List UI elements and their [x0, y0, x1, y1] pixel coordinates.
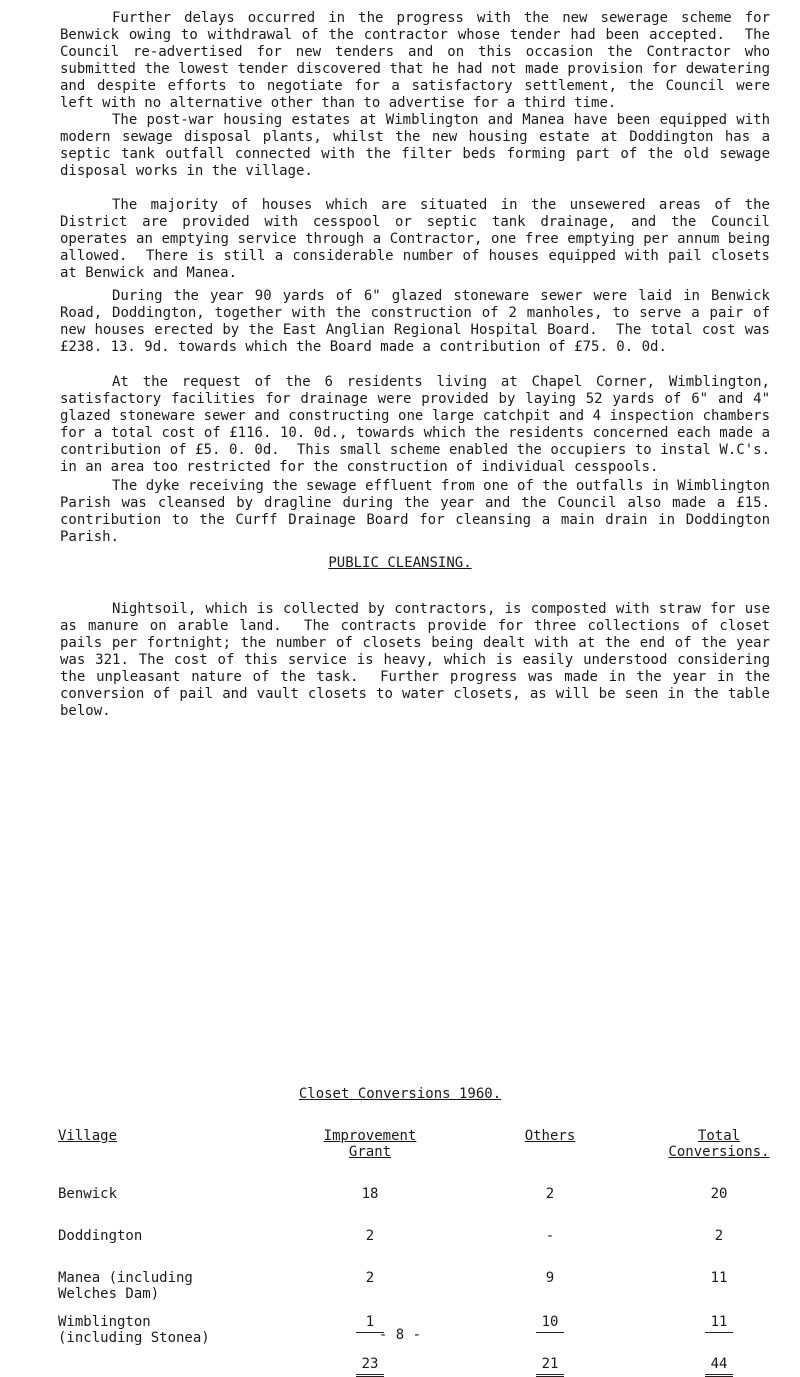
- header-grant-line2: Grant: [348, 1144, 392, 1160]
- cell-others: 9: [545, 1270, 555, 1286]
- paragraph-dyke-cleansing: [60, 478, 779, 546]
- header-grant-line1: Improvement: [323, 1128, 417, 1144]
- paragraph-benwick-road-sewer: [60, 288, 779, 356]
- cell-total: 11: [710, 1270, 728, 1286]
- cell-others: -: [545, 1228, 555, 1244]
- village-name: Wimblington: [58, 1314, 151, 1330]
- paragraph-benwick-scheme: [60, 10, 779, 112]
- table-row: [58, 1186, 798, 1228]
- cell-others: 2: [545, 1186, 555, 1202]
- header-village-label: Village: [58, 1128, 118, 1144]
- cell-village: [58, 1186, 280, 1228]
- page-number: - 8 -: [378, 1327, 422, 1343]
- village-name: Benwick: [58, 1186, 118, 1202]
- header-village: [58, 1128, 280, 1160]
- paragraph-text: Further delays occurred in the progress with the new sewerage scheme for Benwick owing to withdrawal of the contractor whose tender had been accepted. The Council re-advertised for new tenders and on this occasion the Contractor who submitted the lowest tender discovered that he had not made provision for dewatering and despite efforts to negotiate for a satisfactory settlement, the Council were left with no alternative other than to advertise for a third time.: [60, 10, 779, 111]
- paragraph-text: During the year 90 yards of 6" glazed stoneware sewer were laid in Benwick Road, Doddington, together with the construction of 2 manholes, to serve a pair of new houses erected by the East Anglian Regional Hospital Board. The total cost was £238. 13. 9d. towards which the Board made a contribution of £75. 0. 0d.: [60, 288, 779, 355]
- header-total-line1: Total: [697, 1128, 741, 1144]
- cell-grant: 2: [365, 1228, 375, 1244]
- header-others: [460, 1128, 640, 1160]
- table-row: [58, 1228, 798, 1270]
- paragraph-unsewered-areas: [60, 197, 779, 282]
- cell-total: 20: [710, 1186, 728, 1202]
- paragraph-housing-estates: [60, 112, 779, 180]
- cell-others-value: 10: [541, 1314, 559, 1330]
- village-name-continued: (including Stonea): [58, 1330, 210, 1346]
- table-header-row: [58, 1128, 798, 1160]
- paragraph-text: The majority of houses which are situated in the unsewered areas of the District are provided with cesspool or septic tank drainage, and the Council operates an emptying service through a Contractor, one free emptying per annum being allowed. There is still a considerable number of houses equipped with pail closets at Benwick and Manea.: [60, 197, 779, 281]
- table-row: [58, 1270, 798, 1314]
- village-name: Manea (including: [58, 1270, 193, 1286]
- cell-grant-value: 1: [365, 1314, 375, 1330]
- cell-total: 2: [714, 1228, 724, 1244]
- paragraph-nightsoil: [60, 601, 779, 720]
- total-grant: [280, 1356, 460, 1377]
- header-improvement-grant: [280, 1128, 460, 1160]
- total-grant-value: 23: [361, 1356, 379, 1372]
- cell-grant: 18: [361, 1186, 379, 1202]
- table-caption: Closet Conversions 1960.: [298, 1086, 502, 1102]
- paragraph-text: At the request of the 6 residents living at Chapel Corner, Wimblington, satisfactory facilities for drainage were provided by laying 52 yards of 6" and 4" glazed stoneware sewer and constructing one large catchpit and 4 inspection chambers for a total cost of £116. 10. 0d., towards which the residents concerned each made a contribution of £5. 0. 0d. This small scheme enabled the occupiers to instal W.C's. in an area too restricted for the construction of individual cesspools.: [60, 374, 779, 475]
- header-total-line2: Conversions.: [668, 1144, 770, 1160]
- paragraph-text: The dyke receiving the sewage effluent from one of the outfalls in Wimblington Parish was cleansed by dragline during the year and the Council also made a £15. contribution to the Curff Drainage Board for cleansing a main drain in Doddington Parish.: [60, 478, 779, 545]
- cell-village: [58, 1270, 280, 1314]
- cell-village: [58, 1228, 280, 1270]
- header-others-label: Others: [524, 1128, 576, 1144]
- village-name-continued: Welches Dam): [58, 1286, 160, 1302]
- table-totals-row: [58, 1356, 798, 1377]
- cell-total-value: 11: [710, 1314, 728, 1330]
- cell-grant: 2: [365, 1270, 375, 1286]
- total-conversions: [640, 1356, 798, 1377]
- total-others-value: 21: [541, 1356, 559, 1372]
- paragraph-chapel-corner: [60, 374, 779, 476]
- total-others: [460, 1356, 640, 1377]
- paragraph-text: The post-war housing estates at Wimblington and Manea have been equipped with modern sewage disposal plants, whilst the new housing estate at Doddington has a septic tank outfall connected with the filter beds forming part of the old sewage disposal works in the village.: [60, 112, 779, 179]
- village-name: Doddington: [58, 1228, 143, 1244]
- section-heading-public-cleansing: PUBLIC CLEANSING.: [328, 555, 472, 571]
- paragraph-text: Nightsoil, which is collected by contractors, is composted with straw for use as manure on arable land. The contracts provide for three collections of closet pails per fortnight; the number of closets being dealt with at the end of the year was 321. The cost of this service is heavy, which is easily understood considering the unpleasant nature of the task. Further progress was made in the year in the conversion of pail and vault closets to water closets, as will be seen in the table below.: [60, 601, 779, 719]
- header-total-conversions: [640, 1128, 798, 1160]
- cell-empty: [58, 1356, 280, 1377]
- total-conversions-value: 44: [710, 1356, 728, 1372]
